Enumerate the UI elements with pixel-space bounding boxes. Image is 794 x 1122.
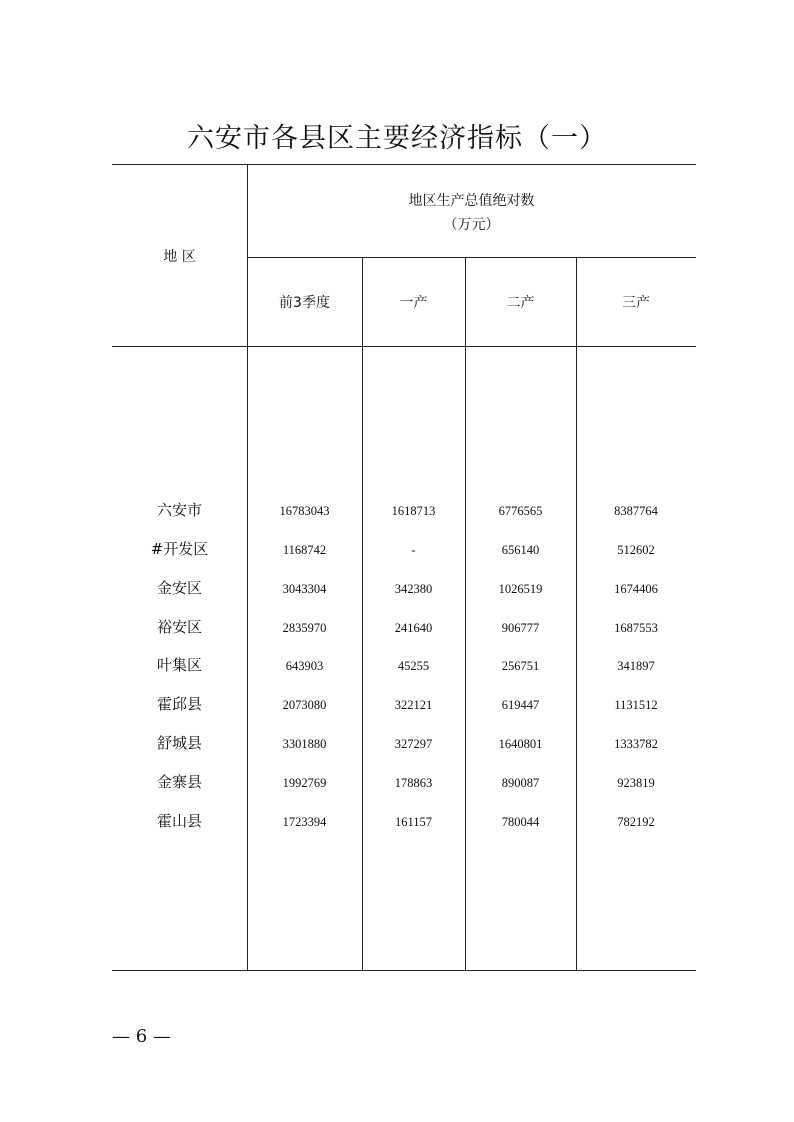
cell-secondary: 619447 xyxy=(501,698,540,712)
cell-primary: 342380 xyxy=(394,582,433,596)
row-region: #开发区 xyxy=(150,540,209,558)
cell-q3: 1723394 xyxy=(282,815,327,829)
row-region: 六安市 xyxy=(156,501,202,519)
header-group-label: 地区生产总值绝对数 xyxy=(408,193,535,209)
cell-q3: 3043304 xyxy=(282,582,327,596)
cell-tertiary: 1687553 xyxy=(614,621,658,635)
table-divider-col2 xyxy=(465,257,466,971)
cell-tertiary: 8387764 xyxy=(614,504,658,518)
cell-tertiary: 1131512 xyxy=(614,698,658,712)
cell-secondary: 6776565 xyxy=(498,504,543,518)
table-divider-col3 xyxy=(576,257,577,971)
cell-q3: 3301880 xyxy=(282,737,327,751)
header-col-primary: 一产 xyxy=(399,295,428,311)
cell-primary: 178863 xyxy=(394,776,433,790)
header-col-secondary: 二产 xyxy=(506,295,535,311)
cell-q3: 2073080 xyxy=(282,698,327,712)
table-frame xyxy=(112,164,696,971)
row-region: 裕安区 xyxy=(156,618,202,636)
cell-q3: 1168742 xyxy=(282,543,327,557)
cell-secondary: 780044 xyxy=(501,815,540,829)
cell-primary: - xyxy=(411,543,416,557)
row-region: 金寨县 xyxy=(156,773,202,791)
row-region: 霍山县 xyxy=(156,812,202,830)
cell-primary: 1618713 xyxy=(391,504,436,518)
cell-secondary: 906777 xyxy=(501,621,540,635)
table-divider-col1 xyxy=(362,257,363,971)
cell-tertiary: 341897 xyxy=(617,659,655,673)
table-divider-region xyxy=(247,164,248,971)
cell-secondary: 1640801 xyxy=(498,737,543,751)
cell-q3: 1992769 xyxy=(282,776,327,790)
cell-tertiary: 512602 xyxy=(617,543,655,557)
header-col-tertiary: 三产 xyxy=(622,295,650,311)
table-header-bottom xyxy=(112,346,696,347)
cell-secondary: 1026519 xyxy=(498,582,543,596)
cell-secondary: 890087 xyxy=(501,776,540,790)
cell-tertiary: 923819 xyxy=(617,776,655,790)
cell-secondary: 256751 xyxy=(501,659,540,673)
page-title: 六安市各县区主要经济指标（一） xyxy=(187,123,607,154)
cell-primary: 322121 xyxy=(394,698,433,712)
cell-tertiary: 782192 xyxy=(617,815,655,829)
cell-q3: 2835970 xyxy=(282,621,327,635)
header-region: 地 区 xyxy=(163,249,196,265)
row-region: 金安区 xyxy=(156,579,202,597)
row-region: 叶集区 xyxy=(156,656,202,674)
cell-tertiary: 1674406 xyxy=(614,582,658,596)
row-region: 舒城县 xyxy=(156,734,202,752)
page-number: — 6 — xyxy=(112,1026,171,1047)
header-group-unit: （万元） xyxy=(443,217,500,233)
table-header-divider xyxy=(247,257,696,258)
cell-q3: 643903 xyxy=(285,659,324,673)
cell-primary: 327297 xyxy=(394,737,433,751)
cell-primary: 45255 xyxy=(397,659,430,673)
header-col-q3: 前3季度 xyxy=(279,295,330,311)
cell-tertiary: 1333782 xyxy=(614,737,658,751)
cell-q3: 16783043 xyxy=(279,504,330,518)
cell-secondary: 656140 xyxy=(501,543,540,557)
cell-primary: 161157 xyxy=(394,815,433,829)
row-region: 霍邱县 xyxy=(156,695,202,713)
cell-primary: 241640 xyxy=(394,621,433,635)
